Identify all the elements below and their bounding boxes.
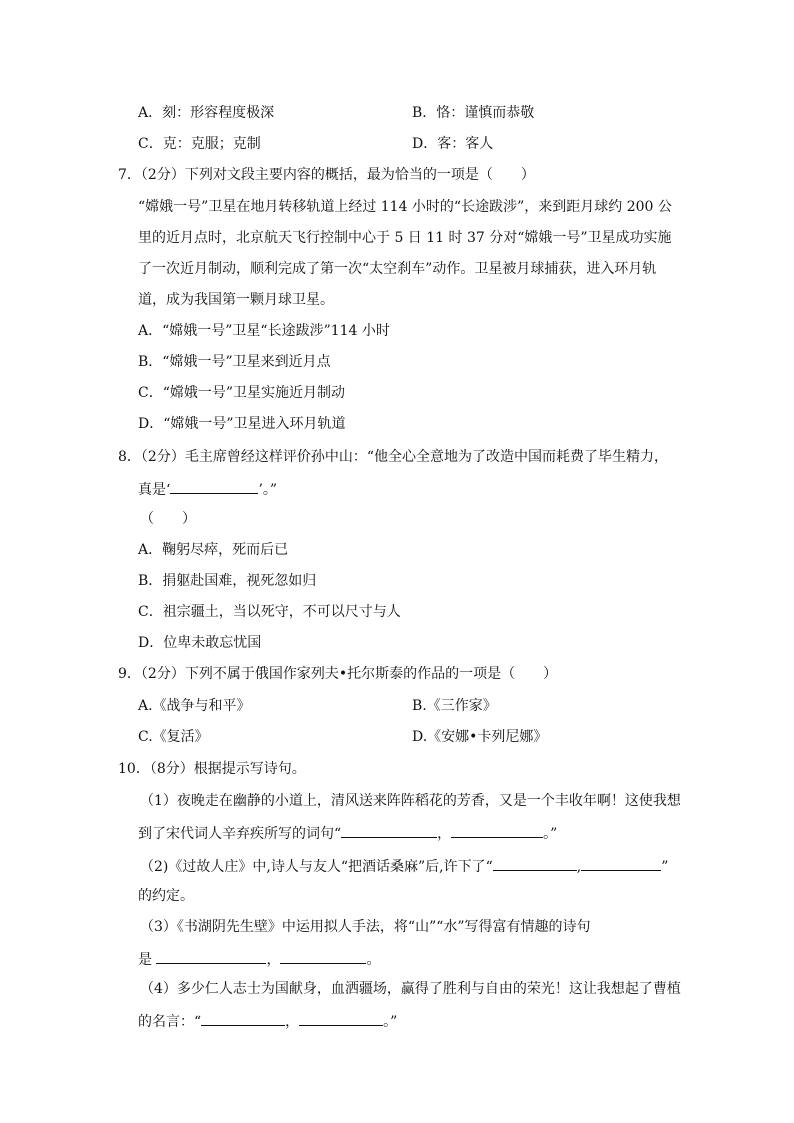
q9-option-d: D.《安娜•卡列尼娜》 <box>412 729 548 745</box>
q10-sub4-comma: ， <box>285 1014 300 1030</box>
q10-sub3-prefix: 是 <box>138 952 152 968</box>
q10-sub3-comma: ， <box>266 952 281 968</box>
q10-sub2-line-2: 的约定。 <box>138 888 194 904</box>
q10-sub4-prefix: 的名言：“ <box>138 1014 202 1030</box>
q10-sub2-blank-2[interactable] <box>581 856 661 871</box>
q7-option-a: A．“嫦娥一号”卫星“长途跋涉”114 小时 <box>138 323 390 339</box>
q10-sub2-line-1 <box>140 856 668 876</box>
q10-sub3-end: 。 <box>366 952 381 968</box>
q9-stem: 9．（2分）下列不属于俄国作家列夫•托尔斯泰的作品的一项是（ ） <box>118 666 558 682</box>
q6-option-b: B．恪：谨慎而恭敬 <box>412 105 535 121</box>
q6-option-c: C．克：克服；克制 <box>138 136 261 152</box>
q7-option-c: C．“嫦娥一号”卫星实施近月制动 <box>138 385 346 401</box>
q8-answer-paren: （ ） <box>140 511 196 527</box>
q8-stem-line-2 <box>138 479 277 499</box>
q7-passage-line-1: “嫦娥一号”卫星在地月转移轨道上经过 114 小时的“长途跋涉”，来到距月球约 200 公 <box>138 199 672 215</box>
q7-passage-line-4: 道，成为我国第一颗月球卫星。 <box>138 292 334 308</box>
q10-sub4-end: 。” <box>383 1014 398 1030</box>
q7-passage-line-2: 里的近月点时，北京航天飞行控制中心于 5 日 11 时 37 分对“嫦娥一号”卫星成功实施 <box>138 230 672 246</box>
q10-sub2-comma: , <box>576 859 582 875</box>
q8-option-b: B．捐躯赴国难，视死忽如归 <box>138 573 317 589</box>
q10-sub4-blank-1[interactable] <box>201 1011 285 1026</box>
q8-option-d: D．位卑未敢忘忧国 <box>138 635 262 651</box>
q8-answer-blank[interactable] <box>170 479 258 494</box>
q10-stem: 10．（8分）根据提示写诗句。 <box>118 761 306 777</box>
q10-sub2-prefix: （2)《过故人庄》中,诗人与友人“把酒话桑麻”后,许下了“ <box>140 859 493 875</box>
q10-sub1-line-2 <box>138 823 557 843</box>
q6-option-a: A．刻：形容程度极深 <box>138 105 275 121</box>
q8-stem-suffix: ’。” <box>258 482 278 498</box>
q10-sub3-line-2 <box>138 949 380 969</box>
q10-sub2-blank-1[interactable] <box>493 856 577 871</box>
q10-sub3-blank-2[interactable] <box>280 949 366 964</box>
q10-sub3-line-1: （3）《书湖阴先生壁》中运用拟人手法，将“山”“水”写得富有情趣的诗句 <box>140 919 591 935</box>
q10-sub3-blank-1[interactable] <box>156 949 266 964</box>
q8-stem-prefix: 真是‘ <box>138 482 171 498</box>
q7-option-d: D．“嫦娥一号”卫星进入环月轨道 <box>138 416 346 432</box>
q6-option-d: D．客：客人 <box>412 136 494 152</box>
q10-sub1-blank-1[interactable] <box>341 823 437 838</box>
q10-sub2-end: ” <box>661 859 669 875</box>
q7-stem: 7．（2分）下列对文段主要内容的概括，最为恰当的一项是（ ） <box>118 167 535 183</box>
q8-stem: 8．（2分）毛主席曾经这样评价孙中山：“他全心全意地为了改造中国而耗费了毕生精力， <box>118 449 668 465</box>
q10-sub1-line-1: （1）夜晚走在幽静的小道上，清风送来阵阵稻花的芳香，又是一个丰收年啊！这使我想 <box>140 793 681 809</box>
q10-sub1-prefix: 到了宋代词人辛弃疾所写的词句“ <box>138 826 342 842</box>
q10-sub4-line-1: （4）多少仁人志士为国献身，血洒疆场，赢得了胜利与自由的荣光！这让我想起了曹植 <box>140 981 681 997</box>
q10-sub4-blank-2[interactable] <box>299 1011 383 1026</box>
q8-option-c: C．祖宗疆土，当以死守，不可以尺寸与人 <box>138 604 401 620</box>
q8-option-a: A．鞠躬尽瘁，死而后已 <box>138 542 289 558</box>
q7-passage-line-3: 了一次近月制动，顺利完成了第一次“太空刹车”动作。卫星被月球捕获，进入环月轨 <box>138 261 657 277</box>
q10-sub1-end: 。” <box>543 826 558 842</box>
q7-option-b: B．“嫦娥一号”卫星来到近月点 <box>138 354 331 370</box>
q9-option-a: A.《战争与和平》 <box>138 698 251 714</box>
q9-option-c: C.《复活》 <box>138 729 209 745</box>
q10-sub1-comma: ， <box>437 826 452 842</box>
q9-option-b: B.《三作家》 <box>412 698 497 714</box>
q10-sub4-line-2 <box>138 1011 397 1031</box>
q10-sub1-blank-2[interactable] <box>451 823 543 838</box>
